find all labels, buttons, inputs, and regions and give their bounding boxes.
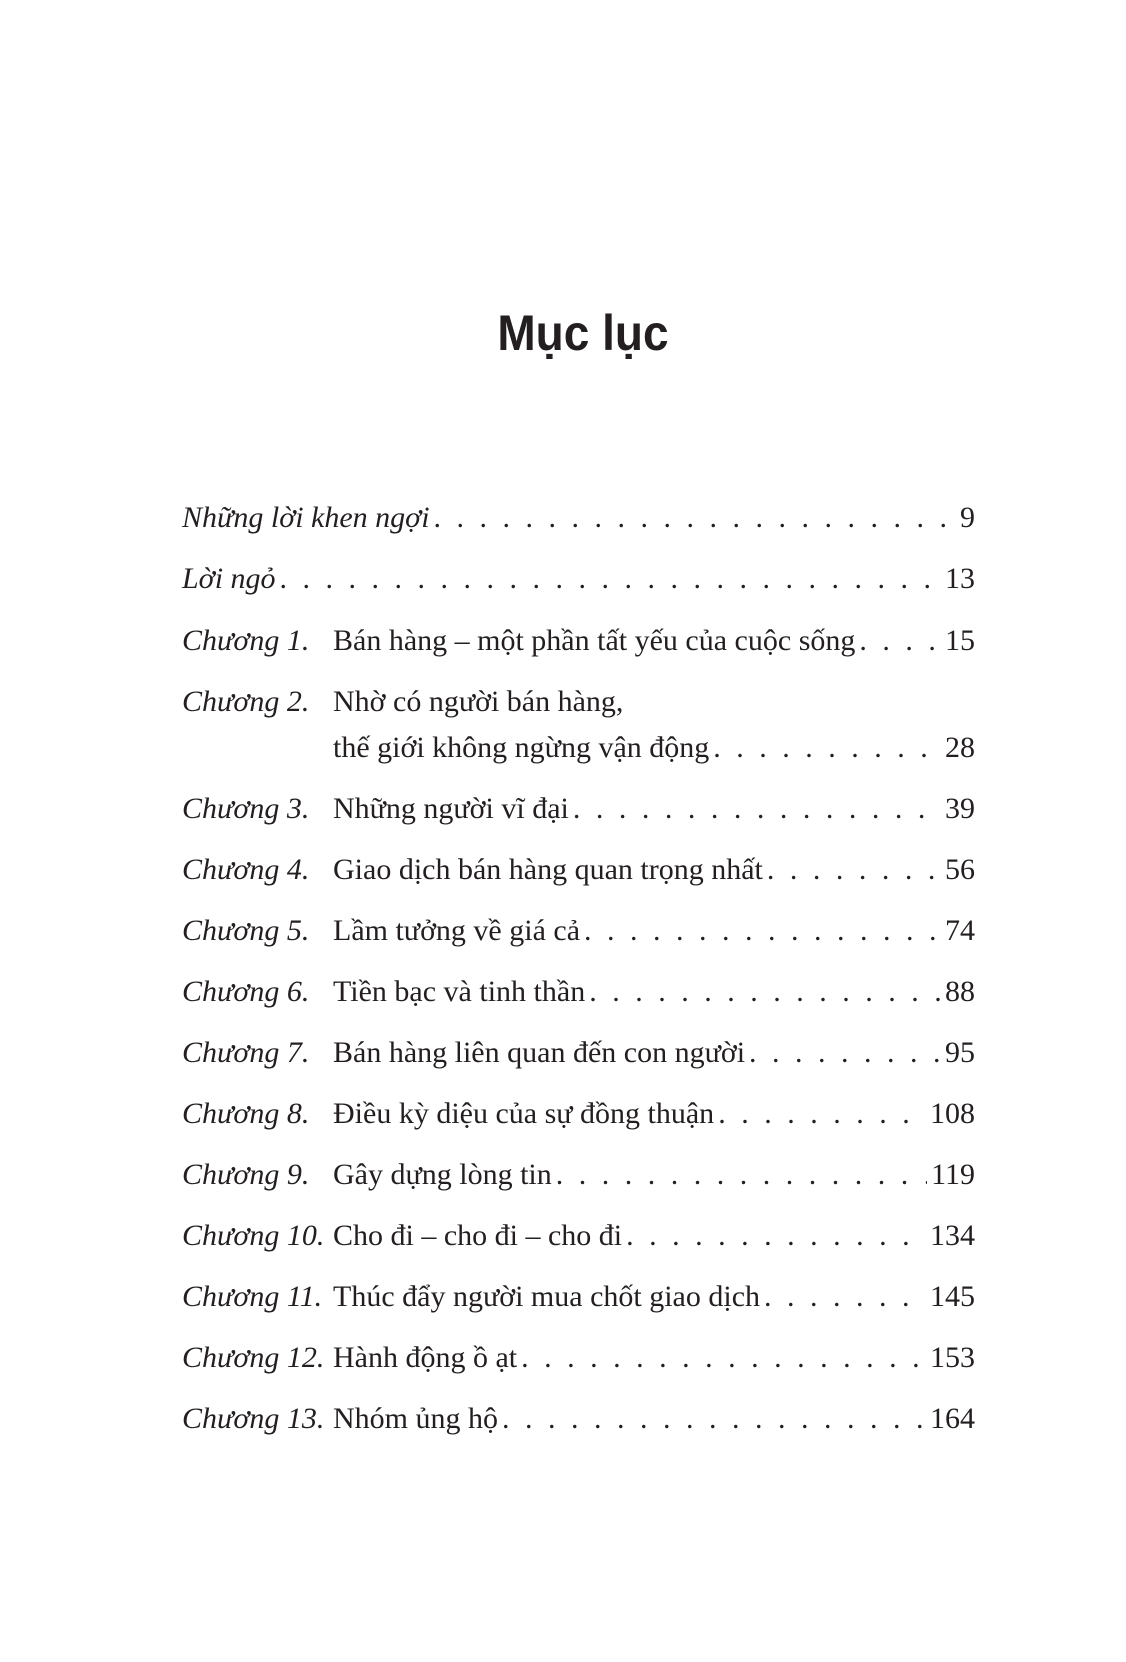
chapter-title: Gây dựng lòng tin bbox=[333, 1158, 552, 1191]
chapter-label: Chương 12. bbox=[182, 1341, 325, 1374]
toc-entry-body bbox=[333, 969, 975, 1015]
dot-leader bbox=[589, 969, 941, 1015]
toc-entry-body bbox=[333, 1091, 975, 1137]
chapter-title: Bán hàng liên quan đến con người bbox=[333, 1036, 746, 1069]
dot-leader bbox=[718, 1091, 926, 1137]
chapter-title: Những người vĩ đại bbox=[333, 792, 569, 825]
toc-entry-body bbox=[333, 1335, 975, 1381]
toc-entry-line bbox=[182, 556, 975, 602]
toc-entry-body bbox=[333, 786, 975, 832]
toc-page-number: 164 bbox=[930, 1402, 975, 1435]
toc-entry-line bbox=[333, 969, 975, 1015]
toc-entry-chapter-2[interactable] bbox=[182, 679, 975, 771]
toc-entry-chapter-3[interactable] bbox=[182, 786, 975, 832]
toc-entry-line bbox=[333, 1274, 975, 1320]
toc-page-number: 28 bbox=[945, 731, 975, 764]
toc-entry-praise[interactable] bbox=[182, 495, 975, 541]
dot-leader bbox=[767, 847, 941, 893]
dot-leader bbox=[573, 786, 941, 832]
dot-leader bbox=[556, 1152, 927, 1198]
toc-entry-line bbox=[182, 495, 975, 541]
chapter-title: Thúc đẩy người mua chốt giao dịch bbox=[333, 1280, 761, 1313]
toc-page-number: 153 bbox=[930, 1341, 975, 1374]
dot-leader bbox=[434, 495, 956, 541]
chapter-label: Chương 11. bbox=[182, 1280, 323, 1313]
toc-entry-body bbox=[182, 556, 975, 602]
toc-entry-preface[interactable] bbox=[182, 556, 975, 602]
toc-entry-line bbox=[333, 679, 975, 725]
chapter-label: Chương 6. bbox=[182, 975, 310, 1008]
chapter-label: Chương 7. bbox=[182, 1036, 310, 1069]
toc-entry-line bbox=[333, 786, 975, 832]
toc-page-number: 15 bbox=[945, 624, 975, 657]
dot-leader bbox=[584, 908, 941, 954]
toc-entry-title: Những lời khen ngợi bbox=[182, 501, 430, 534]
toc-entry-line bbox=[333, 1396, 975, 1442]
chapter-label: Chương 8. bbox=[182, 1097, 310, 1130]
toc-entry-line bbox=[333, 908, 975, 954]
toc-entry-line bbox=[333, 847, 975, 893]
chapter-title-line-1: Nhờ có người bán hàng, bbox=[333, 685, 624, 718]
toc-entry-line bbox=[333, 1030, 975, 1076]
chapter-label: Chương 13. bbox=[182, 1402, 325, 1435]
chapter-title: Bán hàng – một phần tất yếu của cuộc sống bbox=[333, 624, 856, 657]
toc-entry-chapter-5[interactable] bbox=[182, 908, 975, 954]
toc-entry-body bbox=[333, 679, 975, 771]
chapter-label: Chương 4. bbox=[182, 853, 310, 886]
chapter-label: Chương 9. bbox=[182, 1158, 310, 1191]
toc-entry-chapter-10[interactable] bbox=[182, 1213, 975, 1259]
toc-entry-line bbox=[333, 725, 975, 771]
toc-page-number: 13 bbox=[945, 562, 975, 595]
toc-page-number: 39 bbox=[945, 792, 975, 825]
toc-entry-body bbox=[333, 618, 975, 664]
toc-page-number: 95 bbox=[945, 1036, 975, 1069]
toc-entry-body bbox=[333, 1030, 975, 1076]
toc-entry-body bbox=[333, 908, 975, 954]
toc-entry-body bbox=[333, 1213, 975, 1259]
toc-page-number: 134 bbox=[930, 1219, 975, 1252]
chapter-label: Chương 3. bbox=[182, 792, 310, 825]
toc-entry-chapter-1[interactable] bbox=[182, 618, 975, 664]
chapter-title: thế giới không ngừng vận động bbox=[333, 731, 710, 764]
dot-leader bbox=[502, 1396, 926, 1442]
chapter-title: Giao dịch bán hàng quan trọng nhất bbox=[333, 853, 763, 886]
dot-leader bbox=[280, 556, 941, 602]
toc-entry-chapter-6[interactable] bbox=[182, 969, 975, 1015]
toc-entry-body bbox=[333, 1152, 975, 1198]
chapter-title: Cho đi – cho đi – cho đi bbox=[333, 1219, 623, 1252]
toc-entry-body bbox=[333, 1396, 975, 1442]
dot-leader bbox=[626, 1213, 926, 1259]
toc-page-number: 119 bbox=[931, 1158, 975, 1191]
toc-entry-chapter-8[interactable] bbox=[182, 1091, 975, 1137]
toc-entry-line bbox=[333, 1091, 975, 1137]
toc-page-number: 56 bbox=[945, 853, 975, 886]
toc-entry-chapter-13[interactable] bbox=[182, 1396, 975, 1442]
toc-page-number: 108 bbox=[930, 1097, 975, 1130]
toc-page-number: 74 bbox=[945, 914, 975, 947]
chapter-label: Chương 1. bbox=[182, 624, 310, 657]
toc-entry-line bbox=[333, 1213, 975, 1259]
dot-leader bbox=[749, 1030, 941, 1076]
toc-entry-chapter-9[interactable] bbox=[182, 1152, 975, 1198]
toc-entry-title: Lời ngỏ bbox=[182, 562, 276, 595]
chapter-label: Chương 2. bbox=[182, 685, 310, 718]
table-of-contents bbox=[182, 495, 975, 1457]
toc-entry-chapter-11[interactable] bbox=[182, 1274, 975, 1320]
toc-entry-line bbox=[333, 1335, 975, 1381]
toc-entry-body bbox=[333, 847, 975, 893]
chapter-label: Chương 5. bbox=[182, 914, 310, 947]
chapter-title: Hành động ồ ạt bbox=[333, 1341, 518, 1374]
chapter-title: Điều kỳ diệu của sự đồng thuận bbox=[333, 1097, 715, 1130]
page-title: Mục lục bbox=[497, 305, 669, 361]
toc-entry-body bbox=[182, 495, 975, 541]
chapter-title: Nhóm ủng hộ bbox=[333, 1402, 498, 1435]
dot-leader bbox=[521, 1335, 926, 1381]
toc-entry-chapter-12[interactable] bbox=[182, 1335, 975, 1381]
chapter-title: Lầm tưởng về giá cả bbox=[333, 914, 581, 947]
toc-entry-chapter-7[interactable] bbox=[182, 1030, 975, 1076]
toc-entry-body bbox=[333, 1274, 975, 1320]
toc-page-number: 145 bbox=[930, 1280, 975, 1313]
dot-leader bbox=[859, 618, 941, 664]
dot-leader bbox=[764, 1274, 926, 1320]
toc-entry-line bbox=[333, 618, 975, 664]
toc-entry-line bbox=[333, 1152, 975, 1198]
dot-leader bbox=[713, 725, 941, 771]
chapter-title: Tiền bạc và tinh thần bbox=[333, 975, 586, 1008]
toc-entry-chapter-4[interactable] bbox=[182, 847, 975, 893]
toc-page-number: 88 bbox=[945, 975, 975, 1008]
chapter-label: Chương 10. bbox=[182, 1219, 325, 1252]
toc-page-number: 9 bbox=[960, 501, 975, 534]
